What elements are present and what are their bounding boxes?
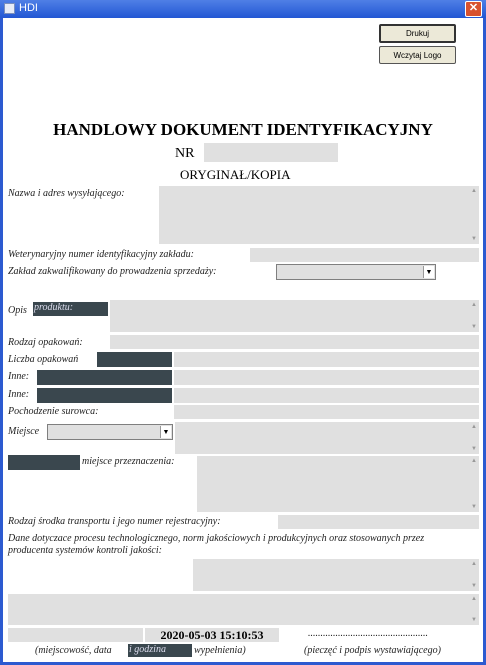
transport-label: Rodzaj środka transportu i jego numer rejestracyjny: <box>8 516 221 527</box>
print-button[interactable]: Drukuj <box>379 24 456 43</box>
plant-select[interactable] <box>276 264 436 280</box>
origin-label: Pochodzenie surowca: <box>8 406 99 417</box>
scrollbar[interactable]: ▲ ▼ <box>471 188 477 242</box>
document-title: HANDLOWY DOKUMENT IDENTYFIKACYJNY <box>53 120 433 139</box>
other1-value-field[interactable] <box>174 370 479 385</box>
destination-textarea[interactable] <box>197 456 479 512</box>
vet-number-label: Weterynaryjny numer identyfikacyjny zakładu: <box>8 249 194 260</box>
place-select[interactable] <box>47 424 173 440</box>
signature-dots: ................................................ <box>308 628 428 639</box>
extra-textarea[interactable] <box>8 594 479 625</box>
nr-label: NR <box>175 146 195 161</box>
other1-label: Inne: <box>8 371 30 382</box>
place-date-highlight: i godzina <box>128 644 192 657</box>
destination-prefix-field[interactable] <box>8 455 80 470</box>
scrollbar[interactable]: ▲ ▼ <box>471 596 477 623</box>
other2-label: Inne: <box>8 389 30 400</box>
other2-value-field[interactable] <box>174 388 479 403</box>
place-date-label: (miejscowość, data <box>35 645 112 656</box>
place-textarea[interactable] <box>175 422 479 454</box>
product-desc-textarea[interactable] <box>110 300 479 332</box>
chevron-down-icon[interactable]: ▼ <box>160 426 171 438</box>
origin-field[interactable] <box>174 405 479 419</box>
process-data-label: Dane dotyczace procesu technologicznego, norm jakościowych i produkcyjnych oraz stosowanych przez producenta systemów kontroli jakości: <box>8 533 425 556</box>
app-icon <box>4 3 15 14</box>
signature-label: (pieczęć i podpis wystawiającego) <box>304 645 441 656</box>
other2-name-field[interactable] <box>37 388 172 403</box>
place-label: Miejsce <box>8 426 40 437</box>
product-desc-label-highlight: produktu: <box>33 302 108 316</box>
sender-textarea[interactable] <box>159 186 479 244</box>
product-desc-label: Opis <box>8 305 27 316</box>
nr-field[interactable] <box>204 143 338 162</box>
scrollbar[interactable]: ▲ ▼ <box>471 458 477 510</box>
pack-type-label: Rodzaj opakowań: <box>8 337 83 348</box>
vet-number-field[interactable] <box>250 248 479 262</box>
pack-count-label: Liczba opakowań <box>8 354 79 365</box>
original-copy-label: ORYGINAŁ/KOPIA <box>180 167 291 182</box>
pack-count-highlight <box>97 352 172 367</box>
process-data-textarea[interactable] <box>193 559 479 591</box>
title-bar <box>0 0 486 18</box>
window-title: HDI <box>19 2 38 14</box>
scrollbar[interactable]: ▲ ▼ <box>471 302 477 330</box>
sender-label: Nazwa i adres wysyłającego: <box>8 188 125 199</box>
chevron-down-icon[interactable]: ▼ <box>423 266 434 278</box>
scrollbar[interactable]: ▲ ▼ <box>471 424 477 452</box>
destination-label: miejsce przeznaczenia: <box>82 456 175 467</box>
pack-type-field[interactable] <box>110 335 479 349</box>
other1-name-field[interactable] <box>37 370 172 385</box>
scrollbar[interactable]: ▲ ▼ <box>471 561 477 589</box>
datetime-field[interactable]: 2020-05-03 15:10:53 <box>145 628 279 642</box>
transport-field[interactable] <box>278 515 479 529</box>
close-icon[interactable]: ✕ <box>465 1 482 17</box>
place-of-issue-field[interactable] <box>8 628 143 642</box>
pack-count-field[interactable] <box>174 352 479 367</box>
load-logo-button[interactable]: Wczytaj Logo <box>379 46 456 64</box>
place-date-label-end: wypełnienia) <box>194 645 246 656</box>
plant-label: Zakład zakwalifikowany do prowadzenia sprzedaży: <box>8 266 217 277</box>
